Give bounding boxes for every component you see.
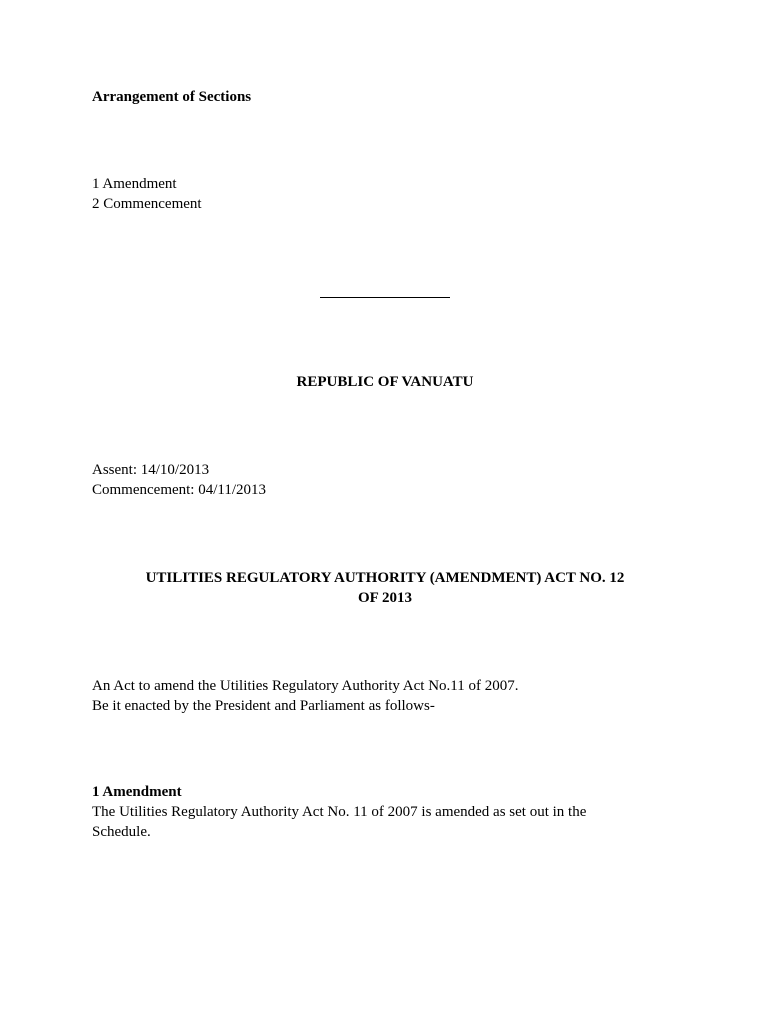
section-1-heading: 1 Amendment — [92, 784, 182, 800]
preamble-line-2: Be it enacted by the President and Parliament as follows- — [92, 698, 435, 714]
section-1-body-line-2: Schedule. — [92, 824, 151, 840]
separator-line — [320, 297, 450, 298]
toc-item-commencement: 2 Commencement — [92, 196, 202, 212]
arrangement-heading: Arrangement of Sections — [92, 89, 252, 105]
act-title-line-2: OF 2013 — [357, 590, 413, 606]
preamble-line-1: An Act to amend the Utilities Regulatory Authority Act No.11 of 2007. — [92, 678, 519, 694]
assent-date: Assent: 14/10/2013 — [92, 462, 210, 478]
section-1-body-line-1: The Utilities Regulatory Authority Act No. 11 of 2007 is amended as set out in the — [92, 804, 587, 820]
commencement-date: Commencement: 04/11/2013 — [92, 482, 267, 498]
toc-item-amendment: 1 Amendment — [92, 176, 177, 192]
country-heading: REPUBLIC OF VANUATU — [296, 374, 474, 390]
act-title-line-1: UTILITIES REGULATORY AUTHORITY (AMENDMENT) ACT NO. 12 — [145, 570, 625, 586]
